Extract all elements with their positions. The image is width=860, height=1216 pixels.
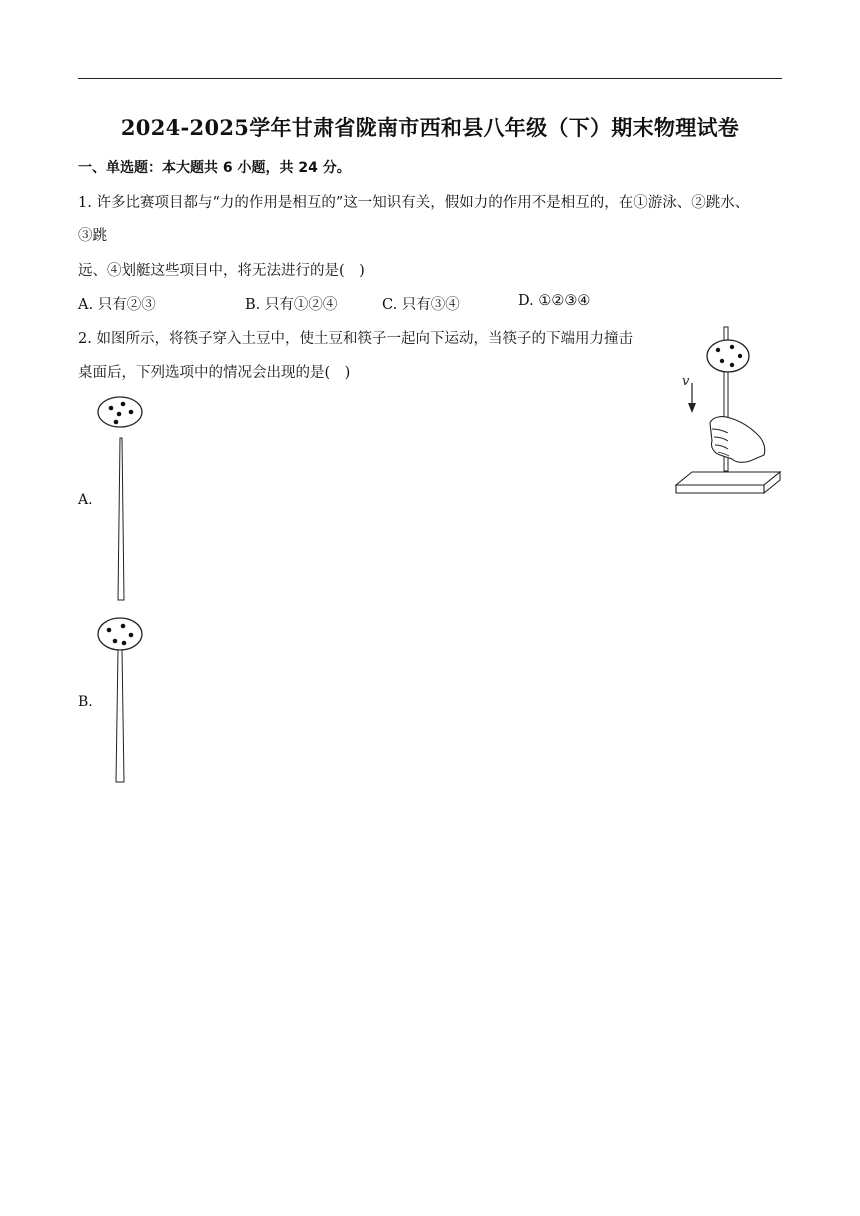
question-1-option-d: D. ①②③④ xyxy=(518,293,591,309)
question-1-option-c: C. 只有③④ xyxy=(382,297,460,313)
section-heading: 一、单选题：本大题共 6 小题，共 24 分。 xyxy=(78,160,351,176)
question-1-line-3: 远、④划艇这些项目中，将无法进行的是( ) xyxy=(78,263,365,279)
question-1-line-1: 1. 许多比赛项目都与“力的作用是相互的”这一知识有关，假如力的作用不是相互的，在①游泳、②跳水、 xyxy=(78,195,750,211)
question-1-line-2: ③跳 xyxy=(78,228,107,244)
question-1-option-a: A. 只有②③ xyxy=(78,297,156,313)
velocity-label: v xyxy=(682,374,690,389)
potato-chopstick-figure xyxy=(670,325,785,495)
question-1-option-b: B. 只有①②④ xyxy=(245,297,338,313)
question-2-option-a-label: A. xyxy=(78,492,93,508)
option-b-figure xyxy=(96,617,146,785)
question-2-line-2: 桌面后，下列选项中的情况会出现的是( ) xyxy=(78,365,351,381)
page-title: 2024-2025学年甘肃省陇南市西和县八年级（下）期末物理试卷 xyxy=(120,115,740,140)
question-2-line-1: 2. 如图所示，将筷子穿入土豆中，使土豆和筷子一起向下运动，当筷子的下端用力撞击 xyxy=(78,331,633,347)
question-2-option-b-label: B. xyxy=(78,694,93,710)
header-rule xyxy=(78,78,782,79)
option-a-figure xyxy=(96,396,146,602)
